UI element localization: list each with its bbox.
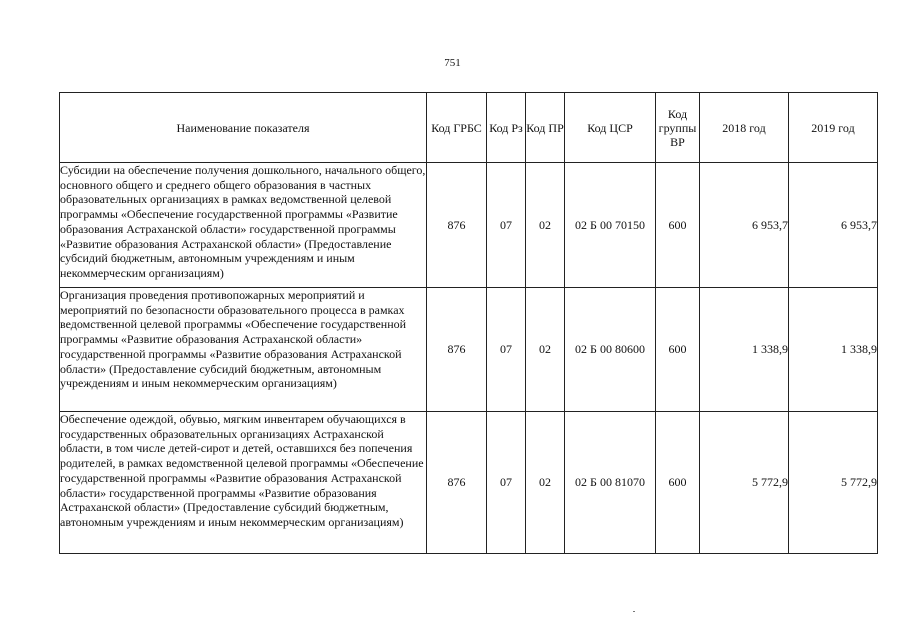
row-grbs: 876 [427,412,487,554]
table-header-row [60,93,878,163]
row-pr: 02 [526,288,565,412]
header-name: Наименование показателя [60,93,427,163]
header-2018: 2018 год [700,93,789,163]
page-number: 751 [444,57,461,69]
row-rz: 07 [487,412,526,554]
row-2018: 1 338,9 [700,288,789,412]
row-2019: 5 772,9 [789,412,878,554]
header-rz: Код Рз [487,93,526,163]
row-csr: 02 Б 00 81070 [565,412,656,554]
header-2019: 2019 год [789,93,878,163]
row-2019: 1 338,9 [789,288,878,412]
row-grbs: 876 [427,163,487,288]
row-2018: 5 772,9 [700,412,789,554]
row-rz: 07 [487,163,526,288]
row-vr: 600 [656,163,700,288]
row-vr: 600 [656,288,700,412]
header-grbs: Код ГРБС [427,93,487,163]
row-2019: 6 953,7 [789,163,878,288]
row-2018: 6 953,7 [700,163,789,288]
row-grbs: 876 [427,288,487,412]
row-vr: 600 [656,412,700,554]
header-pr: Код ПР [526,93,565,163]
row-name: Организация проведения противопожарных мероприятий и мероприятий по безопасности образовательного процесса в рамках ведомственной целевой программы «Обеспечение государственной программы «Развитие образования Астраханской области» государственной программы «Развитие образования Астраханской области» (Предоставление субсидий бюджетным, автономным учреждениям и иным некоммерческим организациям) [60,288,427,412]
header-vr: Код группы ВР [656,93,700,163]
row-name: Обеспечение одеждой, обувью, мягким инвентарем обучающихся в государственных образовательных организациях Астраханской области, в том числе детей-сирот и детей, оставшихся без попечения родителей, в рамках ведомственной целевой программы «Обеспечение государственной программы «Развитие образования Астраханской области» государственной программы «Развитие образования Астраханской области» (Предоставление субсидий бюджетным, автономным учреждениям и иным некоммерческим организациям) [60,412,427,554]
scan-speck [633,611,635,612]
budget-table [59,92,878,554]
table-row [60,288,878,412]
table-row [60,163,878,288]
row-csr: 02 Б 00 80600 [565,288,656,412]
header-csr: Код ЦСР [565,93,656,163]
row-name: Субсидии на обеспечение получения дошкольного, начального общего, основного общего и среднего общего образования в частных образовательных организациях в рамках ведомственной целевой программы «Обеспечение государственной программы «Развитие образования Астраханской области» государственной программы «Развитие образования Астраханской области» (Предоставление субсидий бюджетным, автономным учреждениям и иным некоммерческим организациям) [60,163,427,288]
row-csr: 02 Б 00 70150 [565,163,656,288]
row-pr: 02 [526,163,565,288]
row-pr: 02 [526,412,565,554]
table-row [60,412,878,554]
row-rz: 07 [487,288,526,412]
